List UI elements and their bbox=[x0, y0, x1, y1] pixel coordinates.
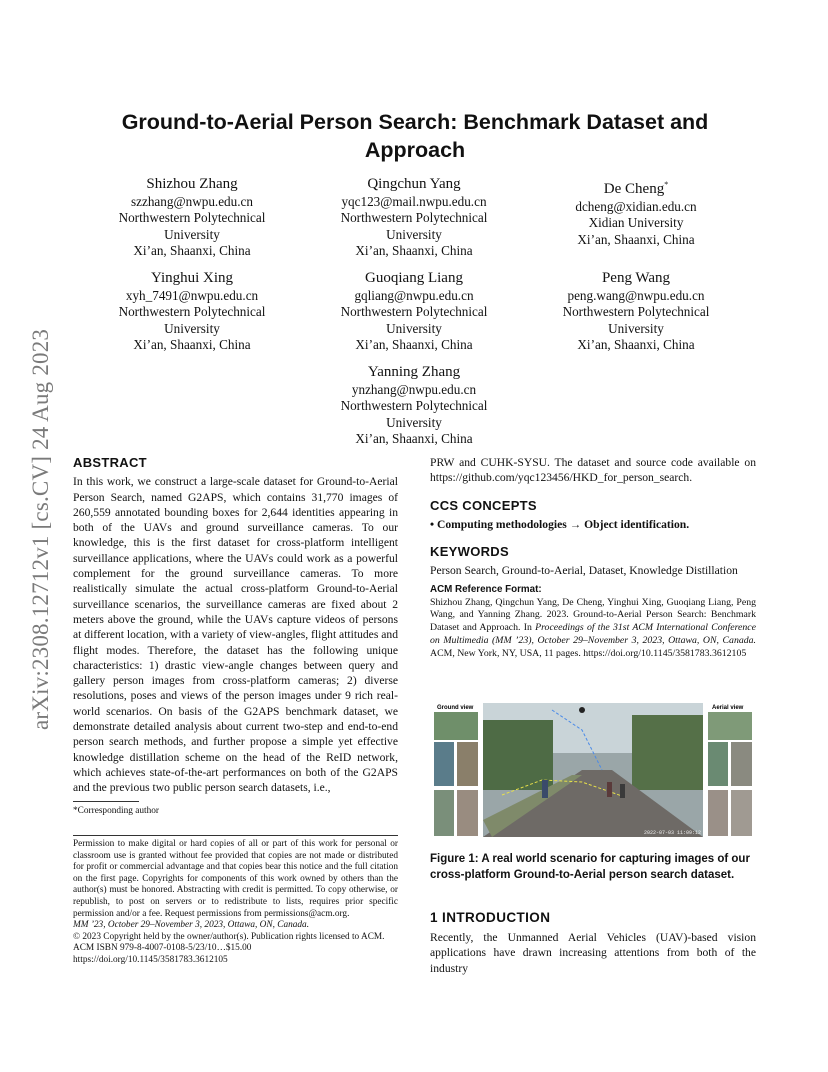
abstract-heading: ABSTRACT bbox=[73, 455, 147, 470]
author-block: Qingchun Yang yqc123@mail.nwpu.edu.cn Northwestern Polytechnical University Xi’an, Shaanxi, China bbox=[340, 176, 488, 258]
ground-view-label: Ground view bbox=[437, 705, 474, 711]
main-scene-photo bbox=[483, 703, 703, 837]
aerial-thumb bbox=[708, 790, 728, 836]
ccs-text: • Computing methodologies → Object identification. bbox=[430, 517, 690, 531]
keywords-text: Person Search, Ground-to-Aerial, Dataset, Knowledge Distillation bbox=[430, 564, 738, 578]
abstract-text: In this work, we construct a large-scale dataset for Ground-to-Aerial Person Search, named G2APS, which contains 31,770 images of 260,559 annotated bounding boxes for 2,644 identities appearing in both of the UAVs and ground surveillance cameras. To our knowledge, this is the first dataset for cross-platform intelligent surveillance applications, where the UAVs could work as a powerful complement for the ground surveillance cameras. To more realistically simulate the actual cross-platform Ground-to-Aerial surveillance scenarios, the surveillance cameras are fixed about 2 meters above the ground, while the UAVs capture videos of persons at different location, with a variety of view-angles, flight attitudes and flight modes. Therefore, the dataset has the following unique characteristics: 1) drastic view-angle changes between query and gallery person images from cross-platform cameras; 2) diverse resolutions, poses and views of the person images under 9 rich real-world scenarios. On basis of the G2APS benchmark dataset, we demonstrate detailed analysis about current two-step and end-to-end person search methods, and further propose a simple yet effective knowledge distillation scheme on the head of the ReID network, which achieves state-of-the-art performances on both of the G2APS and the previous two public person search datasets, i.e., bbox=[73, 475, 398, 795]
author-block: Yinghui Xing xyh_7491@nwpu.edu.cn Northwestern Polytechnical University Xi’an, Shaanxi, China bbox=[118, 270, 266, 352]
ground-thumb bbox=[457, 742, 478, 786]
ground-thumb bbox=[434, 742, 454, 786]
ground-thumb bbox=[457, 790, 478, 836]
aerial-thumb bbox=[708, 742, 728, 786]
aerial-view-label: Aerial view bbox=[712, 705, 744, 711]
keywords-heading: KEYWORDS bbox=[430, 544, 509, 560]
aerial-thumb bbox=[731, 790, 752, 836]
scene-timestamp: 2022-07-03 11:09:12 bbox=[644, 830, 702, 836]
arxiv-id: arXiv:2308.12712v1 [cs.CV] 24 Aug 2023 bbox=[28, 328, 53, 730]
aerial-thumb bbox=[708, 712, 752, 740]
figure-caption: Figure 1: A real world scenario for capturing images of our cross-platform Ground-to-Aerial person search dataset. bbox=[430, 853, 750, 881]
introduction-text: Recently, the Unmanned Aerial Vehicles (UAV)-based vision applications have drawn increasing attentions from both of the industry bbox=[430, 931, 756, 975]
author-block: Shizhou Zhang szzhang@nwpu.edu.cn Northwestern Polytechnical University Xi’an, Shaanxi, China bbox=[118, 176, 266, 258]
abstract-section bbox=[73, 455, 398, 796]
right-column bbox=[430, 455, 756, 661]
ground-thumb bbox=[434, 790, 454, 836]
author-block: De Cheng* dcheng@xidian.edu.cn Xidian University Xi’an, Shaanxi, China bbox=[575, 180, 697, 247]
paper-title: Ground-to-Aerial Person Search: Benchmark Dataset and Approach bbox=[121, 110, 709, 162]
footnote: *Corresponding author bbox=[73, 806, 159, 816]
footnote-divider bbox=[73, 801, 139, 802]
author-block: Peng Wang peng.wang@nwpu.edu.cn Northwestern Polytechnical University Xi’an, Shaanxi, China bbox=[562, 270, 710, 352]
ccs-heading: CCS CONCEPTS bbox=[430, 497, 537, 513]
acm-reference: ACM Reference Format: Shizhou Zhang, Qingchun Yang, De Cheng, Yinghui Xing, Guoqiang Liang, Peng Wang, and Yanning Zhang. 2023. Ground-to-Aerial Person Search: Benchmark Dataset and Approach. In Proceedings of the 31st ACM International Conference on Multimedia (MM ’23), October 29–November 3, 2023, Ottawa, ON, Canada. ACM, New York, NY, USA, 11 pages. https://doi.org/10.1145/3581783.3612105 bbox=[430, 583, 756, 659]
figure-1-scenario bbox=[432, 700, 754, 840]
permission-block: Permission to make digital or hard copies of all or part of this work for personal or classroom use is granted without fee provided that copies are not made or distributed for profit or commercial advantage and that copies bear this notice and the full citation on the first page. Copyrights for components of this work owned by others than the author(s) must be honored. Abstracting with credit is permitted. To copy otherwise, or republish, to post on servers or to redistribute to lists, requires prior specific permission and/or a fee. Request permissions from permissions@acm.org. MM ’23, October 29–November 3, 2023, Ottawa, ON, Canada. © 2023 Copyright held by the owner/author(s). Publication rights licensed to ACM. ACM ISBN 979-8-4007-0108-5/23/10…$15.00 https://doi.org/10.1145/3581783.3612105 bbox=[73, 839, 398, 965]
introduction-heading: 1 INTRODUCTION bbox=[430, 910, 551, 925]
author-block: Yanning Zhang ynzhang@nwpu.edu.cn Northwestern Polytechnical University Xi’an, Shaanxi, China bbox=[340, 364, 488, 446]
aerial-thumb bbox=[731, 742, 752, 786]
permission-divider bbox=[73, 835, 398, 836]
arxiv-stamp bbox=[20, 280, 60, 730]
author-block: Guoqiang Liang gqliang@nwpu.edu.cn Northwestern Polytechnical University Xi’an, Shaanxi, China bbox=[340, 270, 488, 352]
ground-thumb bbox=[434, 712, 478, 740]
abstract-continued: PRW and CUHK-SYSU. The dataset and source code available on https://github.com/yqc123456/HKD_for_person_search. bbox=[430, 456, 756, 485]
